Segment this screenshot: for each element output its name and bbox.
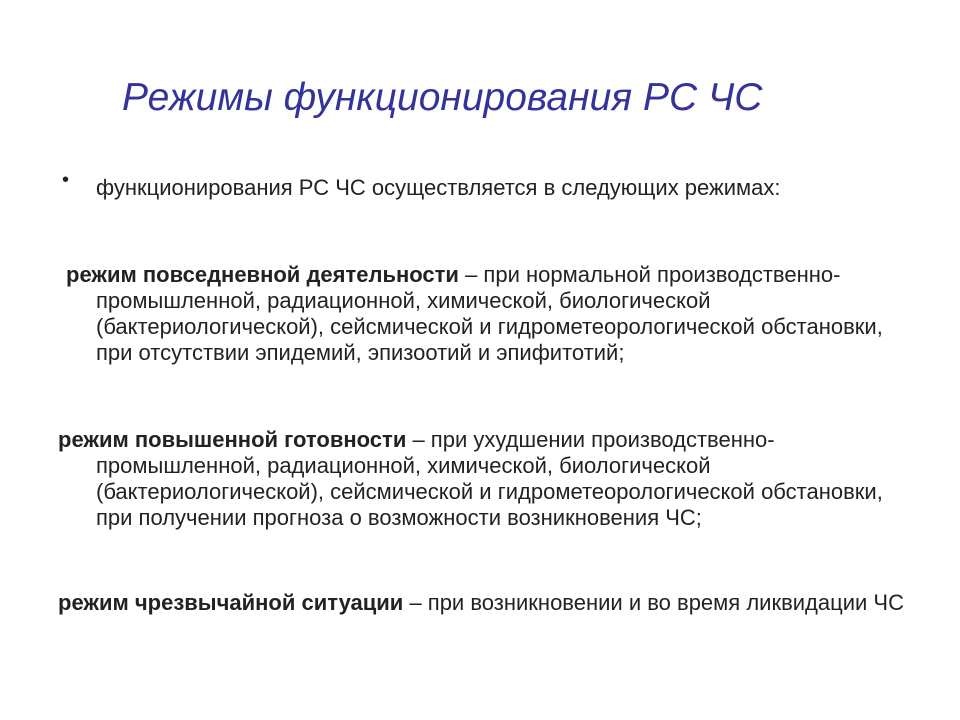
mode-item-everyday <box>66 262 916 366</box>
slide-title: Режимы функционирования РС ЧС <box>122 76 763 119</box>
bullet-icon: • <box>62 169 70 191</box>
mode-description: – при ухудшении производственно-промышленной, радиационной, химической, биологической (бактериологической), сейсмической и гидрометеорологической обстановки, при получении прогноза о возможности возникновения ЧС; <box>96 427 883 530</box>
mode-item-emergency <box>58 590 916 616</box>
intro-text: функционирования РС ЧС осуществляется в следующих режимах: <box>96 175 781 200</box>
mode-name: режим чрезвычайной ситуации <box>58 590 404 615</box>
mode-description: – при возникновении и во время ликвидации ЧС <box>403 590 904 615</box>
mode-name: режим повседневной деятельности <box>66 262 459 287</box>
mode-item-high-alert <box>58 427 916 531</box>
mode-name: режим повышенной готовности <box>58 427 407 452</box>
mode-description: – при нормальной производственно-промышленной, радиационной, химической, биологической (бактериологической), сейсмической и гидрометеорологической обстановки, при отсутствии эпидемий, эпизоотий и эпифитотий; <box>96 262 883 365</box>
